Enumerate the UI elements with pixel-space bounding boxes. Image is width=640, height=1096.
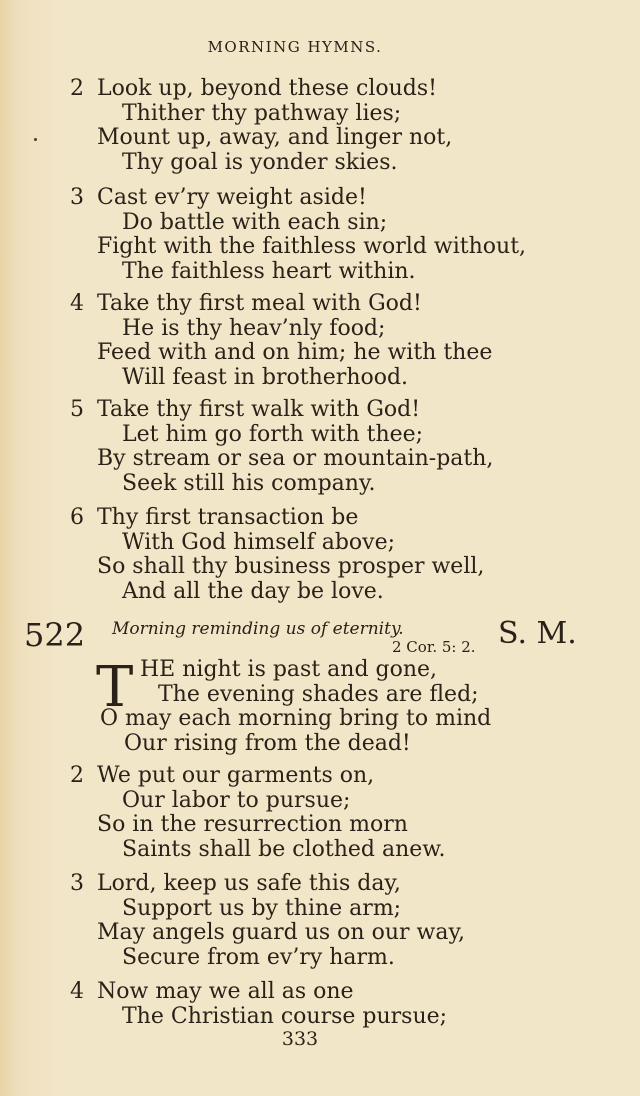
stanza-number: 2	[70, 763, 84, 788]
verse-line: Cast ev’ry weight aside!	[97, 185, 367, 210]
stanza	[0, 398, 620, 497]
verse-line: Seek still his company.	[122, 471, 376, 497]
stanza	[0, 292, 620, 391]
verse-line: Feed with and on him; he with thee	[97, 340, 493, 366]
verse-line: And all the day be love.	[122, 579, 384, 605]
verse-line: Our rising from the dead!	[124, 731, 411, 757]
verse-line: Lord, keep us safe this day,	[97, 871, 401, 896]
hymn-meter: S. M.	[498, 616, 577, 651]
verse-line: Secure from ev’ry harm.	[122, 945, 395, 971]
verse-line: HE night is past and gone,	[140, 657, 438, 682]
verse-line: Thy goal is yonder skies.	[122, 150, 398, 176]
stanza-number: 4	[70, 291, 84, 316]
verse-line: Take thy first meal with God!	[97, 291, 422, 316]
verse-line: So in the resurrection morn	[97, 812, 408, 838]
stanza	[0, 764, 620, 863]
verse-line: He is thy heav’nly food;	[122, 315, 386, 341]
stanza-number: 6	[70, 505, 84, 530]
verse-line: Thither thy pathway lies;	[122, 100, 402, 126]
verse-line: We put our garments on,	[97, 763, 375, 788]
scripture-reference: 2 Cor. 5: 2.	[392, 638, 476, 656]
hymn-number: 522	[24, 616, 86, 654]
stanza	[0, 980, 620, 1029]
verse-line: Take thy first walk with God!	[97, 397, 421, 422]
verse-line: O may each morning bring to mind	[100, 706, 492, 732]
verse-line: Now may we all as one	[97, 979, 354, 1004]
verse-line: By stream or sea or mountain-path,	[97, 446, 494, 472]
verse-line: Support us by thine arm;	[122, 895, 402, 921]
stanza	[0, 186, 620, 285]
verse-line: So shall thy business prosper well,	[97, 554, 485, 580]
verse-line: Let him go forth with thee;	[122, 421, 424, 447]
verse-line: Mount up, away, and linger not,	[97, 125, 453, 151]
stanza-number: 3	[70, 871, 84, 896]
verse-line: May angels guard us on our way,	[97, 920, 465, 946]
verse-line: Our labor to pursue;	[122, 787, 351, 813]
stanza	[0, 506, 620, 605]
verse-line: Saints shall be clothed anew.	[122, 837, 446, 863]
running-header: MORNING HYMNS.	[207, 38, 383, 56]
page-number: 333	[281, 1028, 319, 1050]
drop-cap: T	[96, 655, 134, 720]
verse-line: The faithless heart within.	[122, 259, 416, 285]
stanza-number: 3	[70, 185, 84, 210]
verse-line: The evening shades are fled;	[158, 681, 479, 707]
hymn-title: Morning reminding us of eternity.	[112, 619, 404, 639]
first-stanza	[0, 655, 620, 757]
stanza-number: 4	[70, 979, 84, 1004]
verse-line: Do battle with each sin;	[122, 209, 388, 235]
verse-line: Look up, beyond these clouds!	[97, 76, 438, 101]
verse-line: Thy first transaction be	[97, 505, 359, 530]
stanza	[0, 872, 620, 971]
hymn-heading	[0, 616, 620, 656]
stanza	[0, 77, 620, 176]
verse-line: With God himself above;	[122, 529, 396, 555]
verse-line: Will feast in brotherhood.	[122, 365, 409, 391]
verse-line: The Christian course pursue;	[122, 1003, 448, 1029]
stanza-number: 5	[70, 397, 84, 422]
verse-line: Fight with the faithless world without,	[97, 234, 527, 260]
stanza-number: 2	[70, 76, 84, 101]
